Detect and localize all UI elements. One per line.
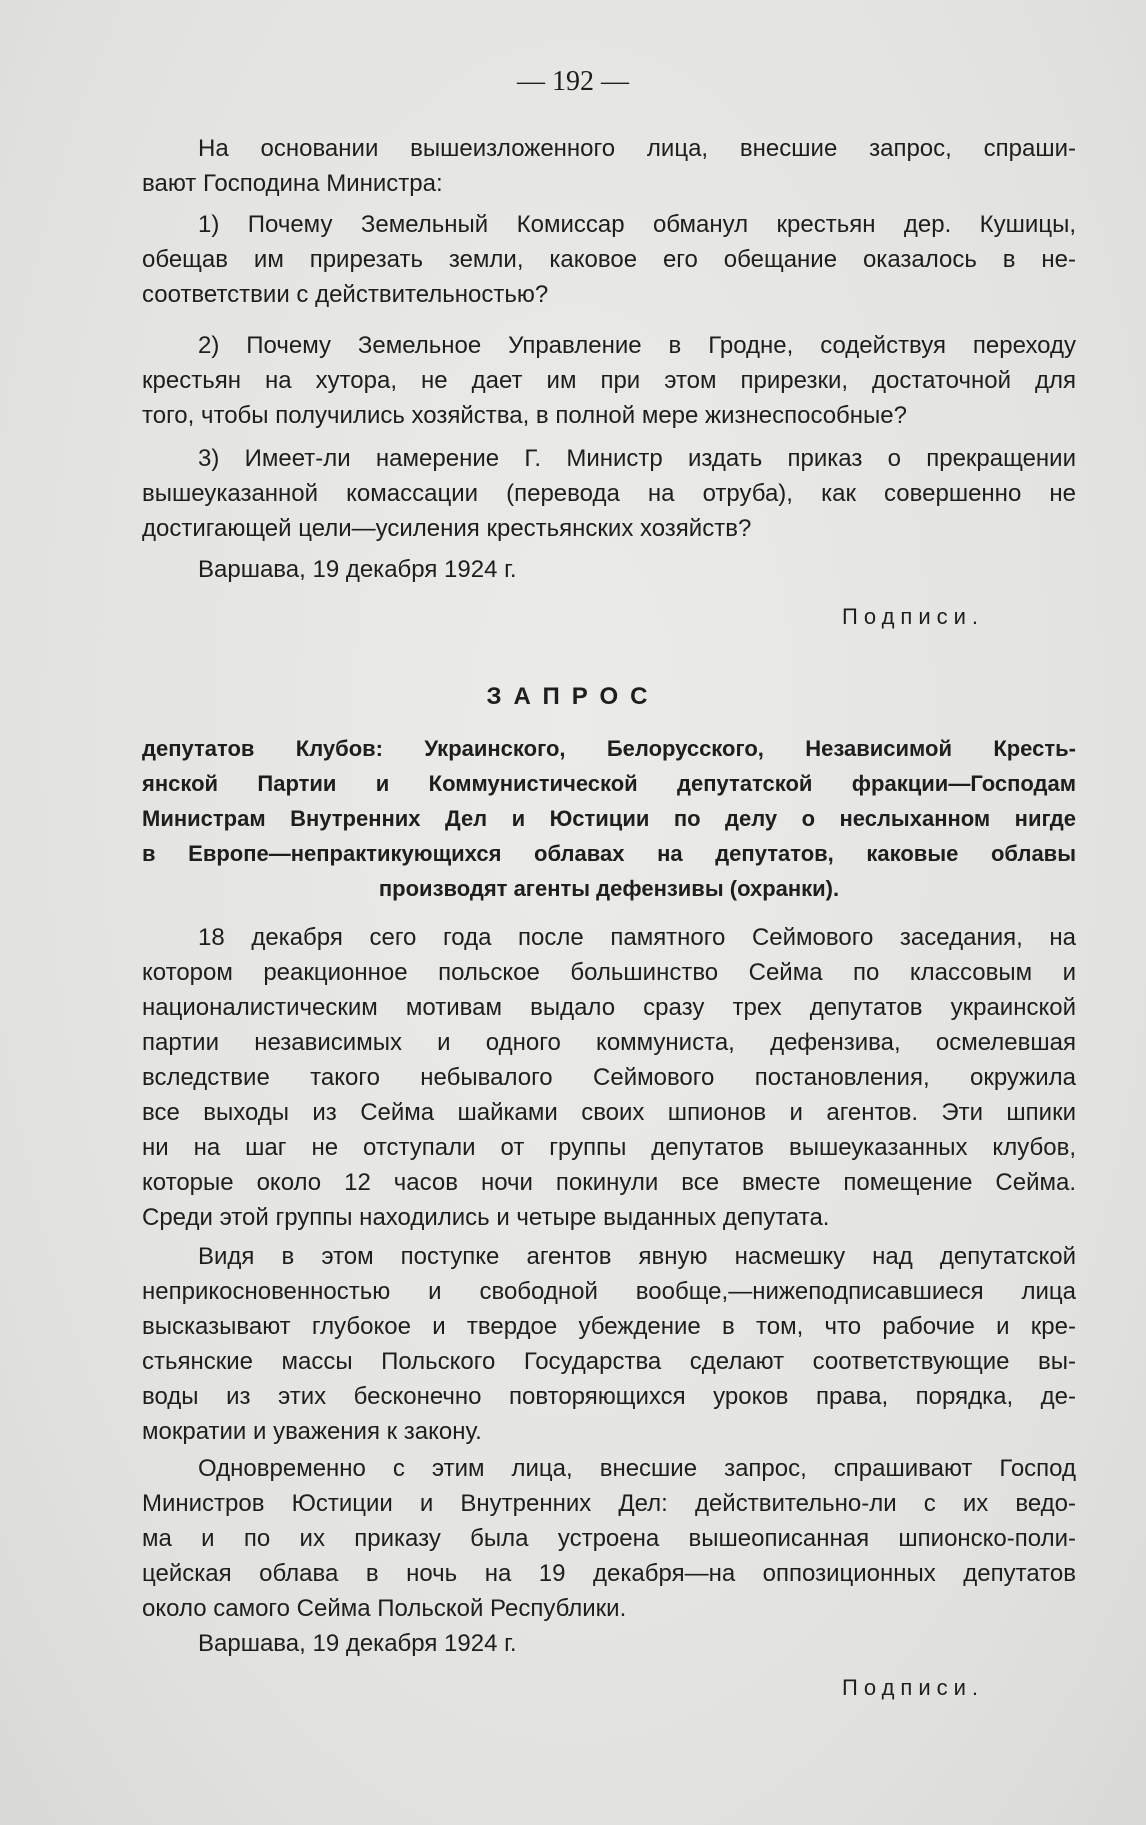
signatures-label: Подписи.: [842, 1675, 985, 1700]
text-line: На основании вышеизложенного лица, внесшие запрос, спраши-: [198, 135, 1076, 162]
text-line: 2) Почему Земельное Управление в Гродне, содействуя переходу: [198, 332, 1076, 359]
heading-line: депутатов Клубов: Украинского, Белорусского, Независимой Кресть-: [142, 736, 1076, 761]
text-line: высказывают глубокое и твердое убеждение в том, что рабочие и кре-: [142, 1313, 1076, 1340]
text-line: около самого Сейма Польской Республики.: [142, 1595, 627, 1622]
intro-paragraph: [142, 131, 1076, 201]
text-line: Среди этой группы находились и четыре выданных депутата.: [142, 1204, 830, 1231]
place-date: Варшава, 19 декабря 1924 г.: [198, 556, 517, 583]
text-line: 1) Почему Земельный Комиссар обманул крестьян дер. Кушицы,: [198, 211, 1076, 238]
heading-line: Министрам Внутренних Дел и Юстиции по делу о неслыханном нигде: [142, 806, 1076, 831]
text-line: обещав им прирезать земли, каковое его обещание оказалось в не-: [142, 246, 1076, 273]
signatures-label: Подписи.: [842, 604, 985, 629]
text-line: мократии и уважения к закону.: [142, 1418, 482, 1445]
question-2: [142, 328, 1076, 433]
text-line: 3) Имеет-ли намерение Г. Министр издать приказ о прекращении: [198, 445, 1076, 472]
text-line: неприкосновенностью и свободной вообще,—нижеподписавшиеся лица: [142, 1278, 1076, 1305]
text-line: вышеуказанной комассации (перевода на отруба), как совершенно не: [142, 480, 1076, 507]
text-line: котором реакционное польское большинство Сейма по классовым и: [142, 959, 1076, 986]
text-line: стьянские массы Польского Государства сделают соответствующие вы-: [142, 1348, 1076, 1375]
text-line: ни на шаг не отступали от группы депутатов вышеуказанных клубов,: [142, 1134, 1076, 1161]
heading-line: янской Партии и Коммунистической депутатской фракции—Господам: [142, 771, 1076, 796]
text-line: воды из этих бесконечно повторяющихся уроков права, порядка, де-: [142, 1383, 1076, 1410]
question-3: [142, 441, 1076, 546]
text-line: Министров Юстиции и Внутренних Дел: действительно-ли с их ведо-: [142, 1490, 1076, 1517]
text-line: соответствии с действительностью?: [142, 281, 549, 308]
text-line: 18 декабря сего года после памятного Сеймового заседания, на: [198, 924, 1076, 951]
text-line: которые около 12 часов ночи покинули все вместе помещение Сейма.: [142, 1169, 1076, 1196]
body-paragraph-1: [142, 920, 1076, 1235]
section-heading: [142, 731, 1076, 906]
heading-line: производят агенты дефензивы (охранки).: [378, 876, 840, 901]
text-line: Одновременно с этим лица, внесшие запрос, спрашивают Господ: [198, 1455, 1076, 1482]
text-line: ма и по их приказу была устроена вышеописанная шпионско-поли-: [142, 1525, 1076, 1552]
text-line: крестьян на хутора, не дает им при этом прирезки, достаточной для: [142, 367, 1076, 394]
body-paragraph-3: [142, 1451, 1076, 1626]
section-title: ЗАПРОС: [486, 683, 660, 710]
text-line: вают Господина Министра:: [142, 170, 443, 197]
place-date: Варшава, 19 декабря 1924 г.: [198, 1630, 517, 1657]
text-line: националистическим мотивам выдало сразу трех депутатов украинской: [142, 994, 1076, 1021]
text-line: партии независимых и одного коммуниста, дефензива, осмелевшая: [142, 1029, 1076, 1056]
text-line: Видя в этом поступке агентов явную насмешку над депутатской: [198, 1243, 1076, 1270]
question-1: [142, 207, 1076, 312]
text-line: того, чтобы получились хозяйства, в полной мере жизнеспособные?: [142, 402, 907, 429]
page-number: — 192 —: [517, 66, 629, 97]
text-line: цейская облава в ночь на 19 декабря—на оппозиционных депутатов: [142, 1560, 1076, 1587]
body-paragraph-2: [142, 1239, 1076, 1449]
text-line: достигающей цели—усиления крестьянских хозяйств?: [142, 515, 752, 542]
text-line: все выходы из Сейма шайками своих шпионов и агентов. Эти шпики: [142, 1099, 1076, 1126]
text-line: вследствие такого небывалого Сеймового постановления, окружила: [142, 1064, 1076, 1091]
heading-line: в Европе—непрактикующихся облавах на депутатов, каковые облавы: [142, 841, 1076, 866]
